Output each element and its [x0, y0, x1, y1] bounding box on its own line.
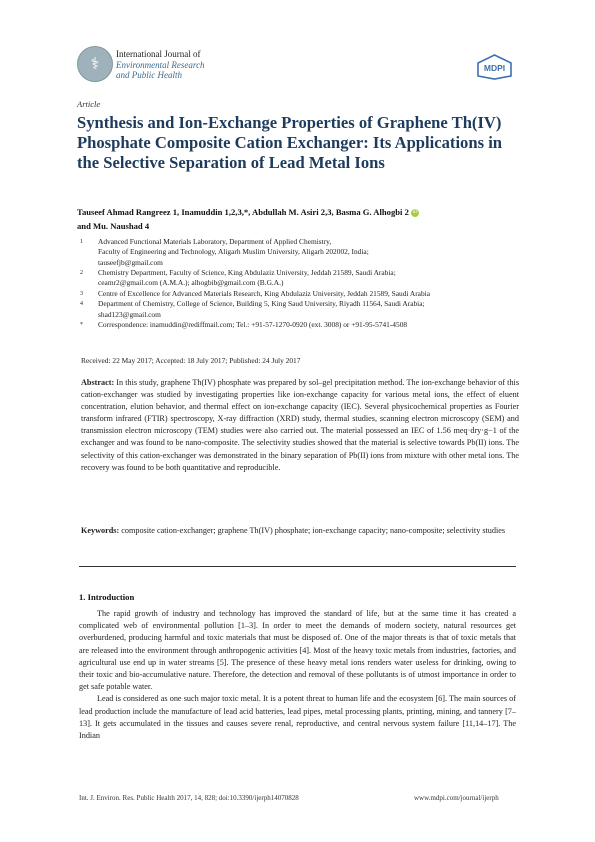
- affiliation-text: Chemistry Department, Faculty of Science, King Abdulaziz University, Jeddah 21589, Saudi Arabia;: [98, 268, 396, 277]
- affiliation-email[interactable]: tauseefjb@gmail.com: [98, 257, 163, 267]
- affiliation-number: 4: [80, 301, 83, 308]
- journal-line-2: Environmental Research: [116, 59, 205, 70]
- affiliation-email[interactable]: shad123@gmail.com: [98, 309, 161, 319]
- authors-line-1: [77, 206, 547, 220]
- affiliation-number: *: [80, 322, 83, 328]
- section-heading: 1. Introduction: [79, 592, 135, 602]
- keywords-text: composite cation-exchanger; graphene Th(IV) phosphate; ion-exchange capacity; nano-composite; selectivity studies: [121, 526, 506, 535]
- journal-line-1: International Journal of: [116, 49, 201, 59]
- affiliation-text: Department of Chemistry, College of Science, Building 5, King Saud University, Riyadh 11564, Saudi Arabia;: [98, 299, 425, 309]
- keywords: [81, 525, 519, 537]
- authors-text: Tauseef Ahmad Rangreez 1, Inamuddin 1,2,3,*, Abdullah M. Asiri 2,3, Basma G. Alhogbi 2: [77, 207, 409, 217]
- author-list: [77, 206, 547, 233]
- journal-logo: [77, 46, 113, 82]
- affiliation-text: Centre of Excellence for Advanced Materials Research, King Abdulaziz University, Jeddah 21589, Saudi Arabia: [98, 288, 430, 298]
- section-divider: [79, 566, 516, 567]
- affiliation-number: 1: [80, 239, 83, 245]
- body-text: [79, 608, 516, 742]
- abstract-text: In this study, graphene Th(IV) phosphate was prepared by sol–gel precipitation method. The ion-exchange behavior of this cation-exchanger was studied by investigating properties like ion-exchange capacity for various metal ions, the effect of eluent concentration, elution behavior, and thermal effect on ion-exchange capacity (IEC). Several physicochemical properties as Fourier transform infrared (FTIR) spectroscopy, X-ray diffraction (XRD) study, thermal studies, scanning electron microscopy (SEM) and transmission electron microscopy (TEM) studies were also carried out. The material possessed an IEC of 1.56 meq·dry·g−1 of the exchanger and was found to be nano-composite. The selectivity studies showed that the material is selective towards Pb(II) ions. The selectivity of this cation-exchanger was demonstrated in the binary separation of Pb(II) ions from mixture with other metal ions. The recovery was found to be both quantitative and reproducible.: [81, 378, 520, 472]
- paper-title: Synthesis and Ion-Exchange Properties of Graphene Th(IV) Phosphate Composite Cation Exchanger: Its Applications in the Selective Separation of Lead Metal Ions: [77, 113, 503, 172]
- mdpi-logo-text: MDPI: [483, 63, 506, 73]
- affiliations: [0, 237, 595, 357]
- article-type: Article: [77, 99, 101, 109]
- orcid-icon[interactable]: iD: [412, 210, 418, 216]
- abstract: [81, 377, 519, 474]
- affiliation-number: 2: [80, 270, 83, 276]
- paragraph-2: Lead is considered as one such major toxic metal. It is a potent threat to human life and the ecosystem [6]. The main sources of lead production include the manufacture of lead acid batteries, lead pipes, metal processing plants, printing, mining, and tannery [7–13]. It gets accumulated in the tissues and causes severe renal, reproductive, and central nervous system failure [11,14–17]. The Indian: [79, 694, 516, 741]
- journal-line-3: and Public Health: [116, 70, 182, 80]
- citation-footer: Int. J. Environ. Res. Public Health 2017, 14, 828; doi:10.3390/ijerph14070828: [79, 794, 299, 802]
- paragraph-1: The rapid growth of industry and technology has improved the standard of life, but at the same time it has created a complicated web of environmental pollution [1–3]. In order to meet the demands of modern society, natural resources get overburdened, producing harmful and toxic materials that must be disposed of. One of the major threats is that of toxic metals that are released into the environment through anthropogenic activities [4]. Most of the heavy toxic metals from industries, factories, and agricultural use end up in water streams [5]. The presence of these heavy metal ions renders water useless for drinking, owing to their toxic and bio-accumulative nature. Therefore, the detection and removal of these pollutants is of utmost importance in order to get safe potable water.: [79, 609, 516, 692]
- correspondence-text: Correspondence: inamuddin@rediffmail.com; Tel.: +91-57-1270-0920 (ext. 3008) or +91-95-5741-4508: [98, 320, 408, 329]
- mdpi-logo: [476, 54, 513, 80]
- affiliation-number: 3: [80, 290, 83, 297]
- journal-name: [116, 49, 205, 81]
- publication-dates: Received: 22 May 2017; Accepted: 18 July 2017; Published: 24 July 2017: [81, 356, 301, 365]
- keywords-label: Keywords:: [81, 526, 120, 535]
- affiliation-text: Advanced Functional Materials Laboratory, Department of Applied Chemistry,: [98, 237, 332, 246]
- affiliation-text: Faculty of Engineering and Technology, Aligarh Muslim University, Aligarh 202002, India;: [98, 247, 369, 257]
- abstract-label: Abstract:: [81, 378, 115, 387]
- caduceus-icon: ⚕: [90, 56, 100, 73]
- authors-line-2: and Mu. Naushad 4: [77, 220, 150, 231]
- journal-url[interactable]: www.mdpi.com/journal/ijerph: [414, 794, 499, 802]
- affiliation-email[interactable]: ceamr2@gmail.com (A.M.A.); alhogbib@gmail.com (B.G.A.): [98, 278, 284, 288]
